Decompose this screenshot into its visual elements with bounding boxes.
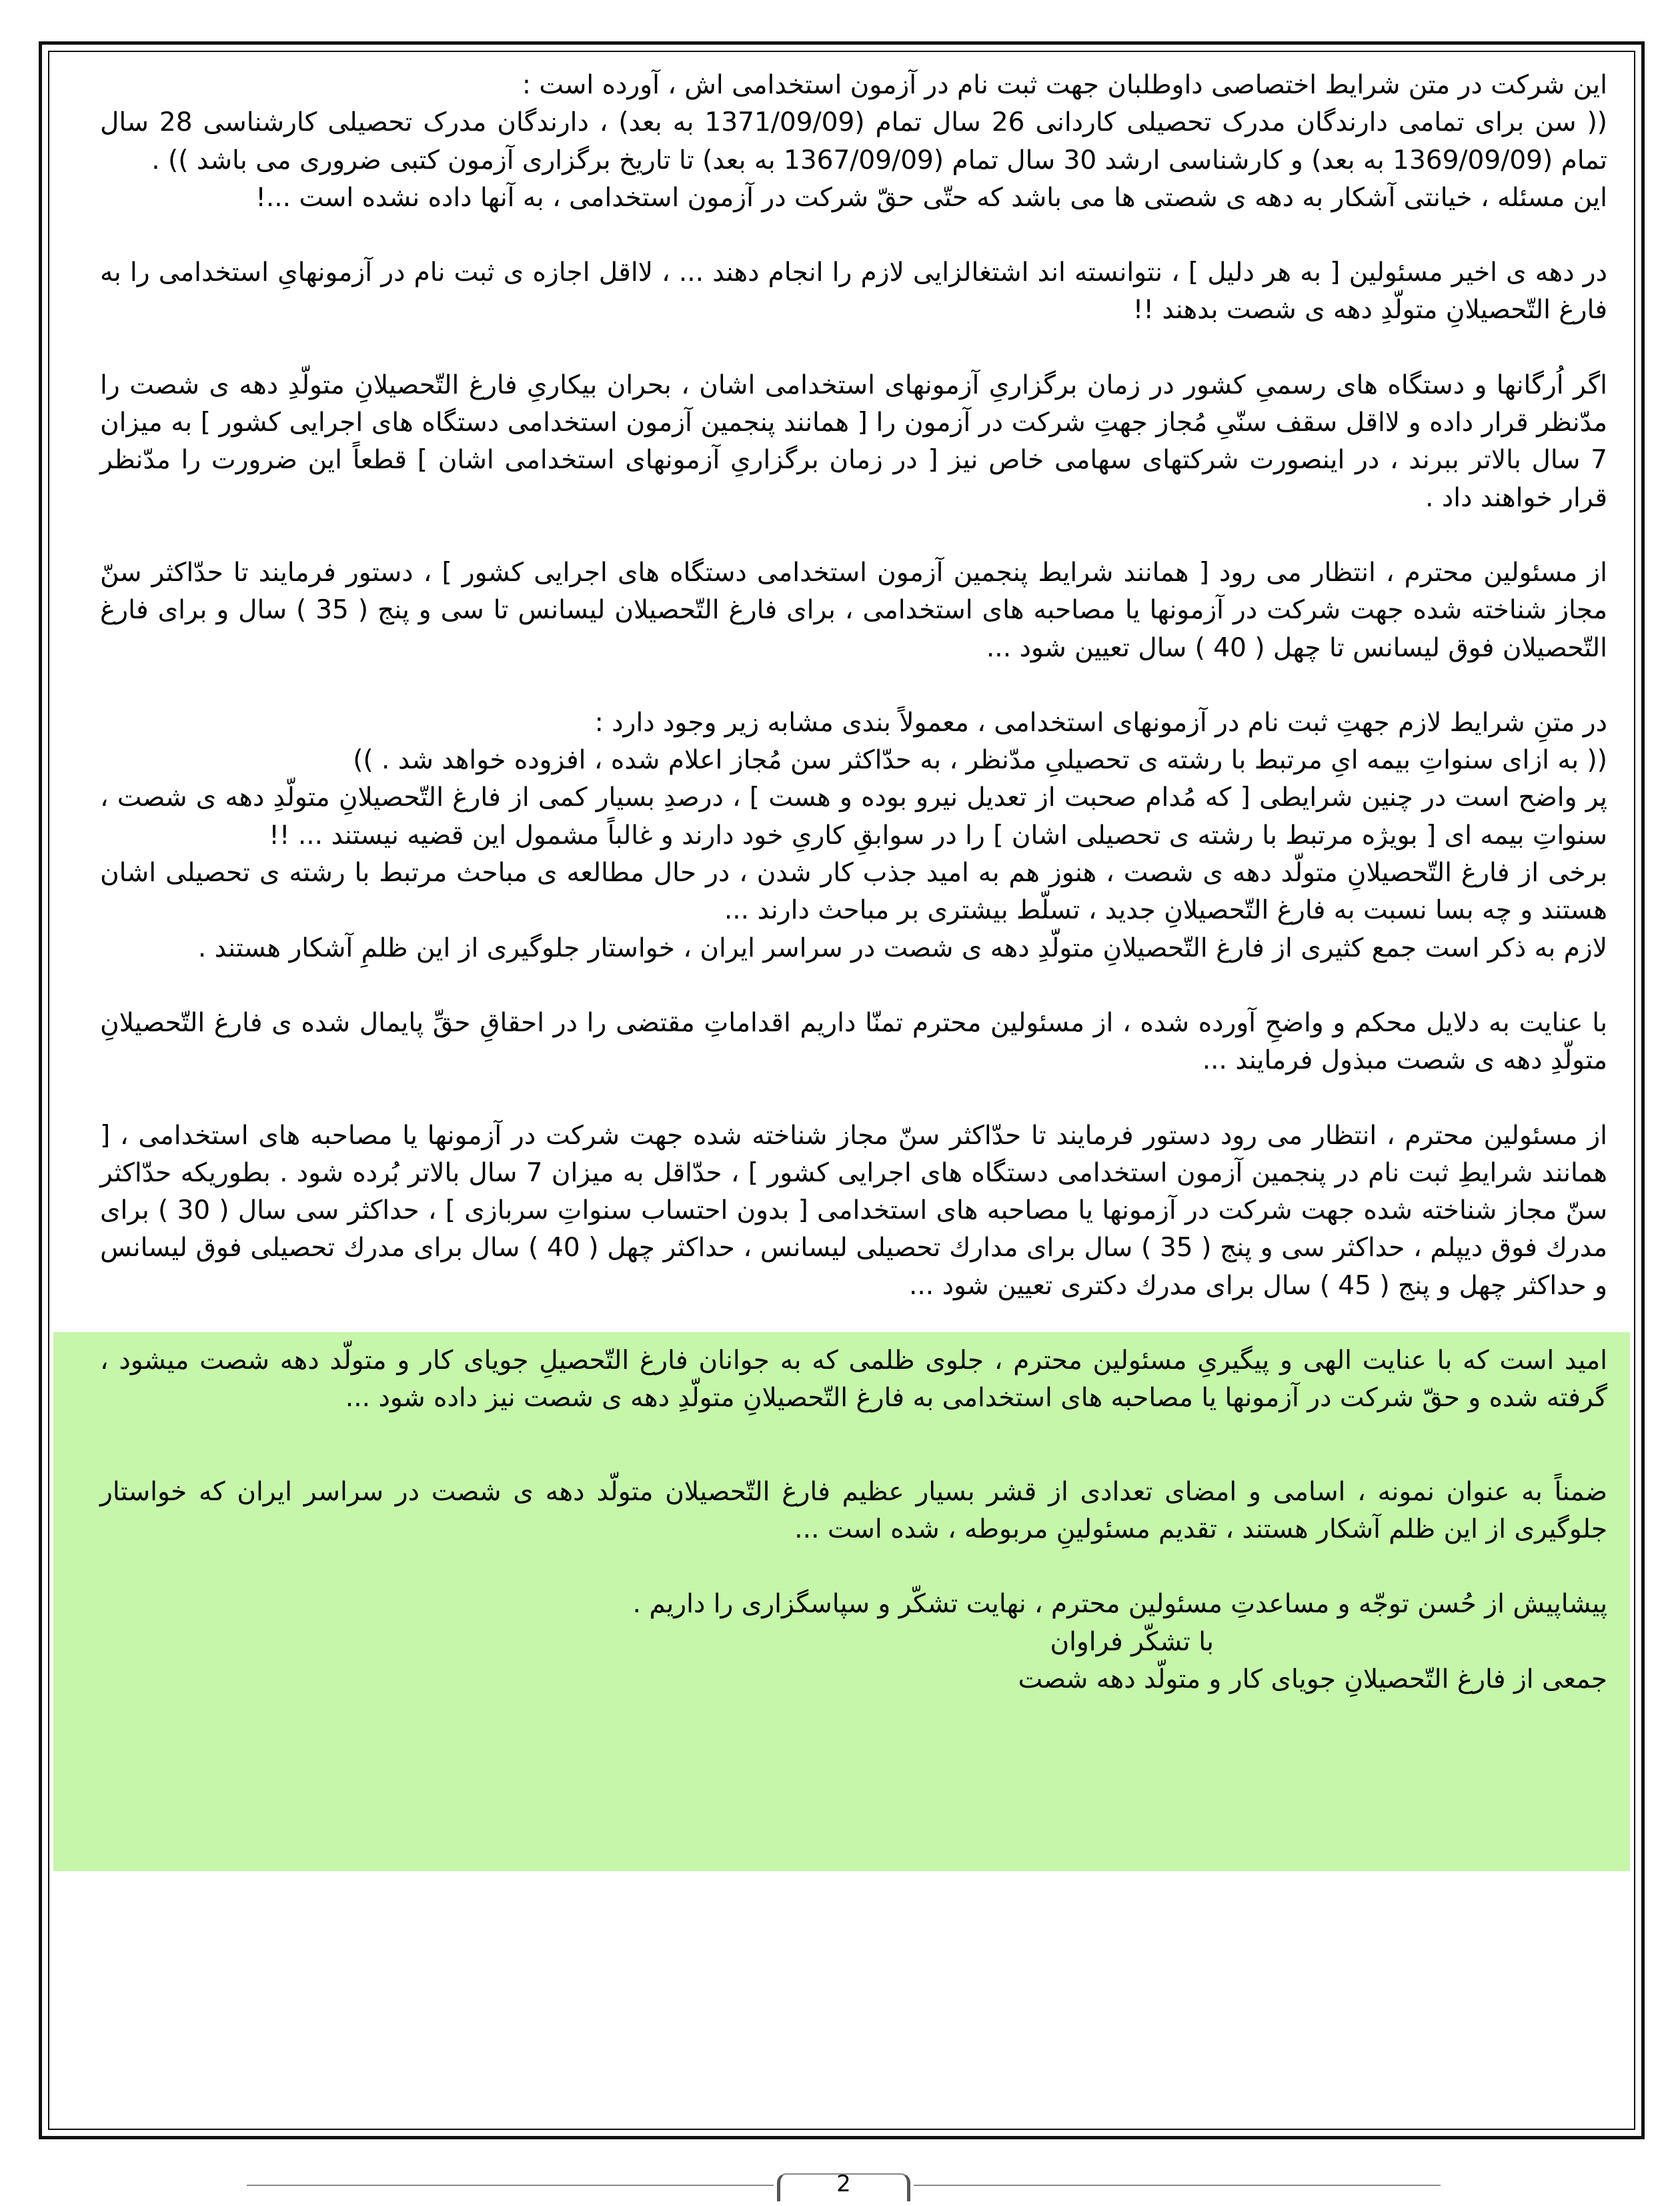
paragraph-intro: این شرکت در متن شرایط اختصاصی داوطلبان جهت ثبت نام در آزمون استخدامی اش ، آورده است : [522,70,1607,100]
footer-rule-left [247,2185,774,2186]
paragraph-organizations: اگر اُرگانها و دستگاه های رسمیِ کشور در زمان برگزاریِ آزمونهای استخدامی اشان ، بحران بیکاریِ فارغ التّحصیلانِ متولّدِ دهه ی شصت را مدّنظر قرار داده و لااقل سقف سنّیِ مُجاز جهتِ شرکت در آزمون را [ همانند پنجمین آزمون استخدامی دستگاه های اجرایی کشور ] به میزان 7 سال بالاتر ببرند ، در اینصورت شرکتهای سهامی خاص نیز [ در زمان برگزاریِ آزمونهای استخدامی اشان ] قطعاً این ضرورت را مدّنظر قرار خواهند داد . [100,370,1607,513]
signature-thanks: با تشکّر فراوان [1050,1626,1214,1657]
paragraph-highlight-3: امید است که با عنایت الهی و پیگیریِ مسئولین محترم ، جلوی ظلمی که به جوانان فارغ التّحصیلِ جویای کار و متولّد دهه شصت میشود ، گرفته شده و حقّ شرکت در آزمونها یا مصاحبه های استخدامی به فارغ التّحصیلانِ متولّدِ دهه ی شصت نیز داده شود ... [100,1345,1607,1414]
letter-body [100,67,1607,1698]
paragraph-thanks: پیشاپیش از حُسن توجّه و مساعدتِ مسئولین محترم ، نهایت تشکّر و سپاسگزاری را داریم . [632,1589,1607,1620]
paragraph-note: لازم به ذکر است جمع کثیری از فارغ التّحصیلانِ متولّدِ دهه ی شصت در سراسر ایران ، خواستار جلوگیری از این ظلمِ آشکار هستند . [197,933,1607,963]
page-number: 2 [836,2171,851,2197]
paragraph-conditions: در متنِ شرایط لازم جهتِ ثبت نام در آزمونهای استخدامی ، معمولاً بندی مشابه زیر وجود دارد : [594,707,1607,738]
paragraph-expectation: از مسئولین محترم ، انتظار می رود [ همانند شرایط پنجمین آزمون استخدامی دستگاه های اجرایی کشور ] ، دستور فرمایند تا حدّاکثر سنّ مجاز شناخته شده جهت شرکت در آزمونها یا مصاحبه های استخدامی ، برای فارغ التّحصیلان لیسانس تا سی و پنج ( 35 ) سال و برای فارغ التّحصیلان فوق لیسانس تا چهل ( 40 ) سال تعیین شود ... [100,557,1607,663]
signature-group: جمعی از فارغ التّحصیلانِ جویای کار و متولّد دهه شصت [1018,1664,1607,1694]
paragraph-betrayal: این مسئله ، خیانتی آشکار به دهه ی شصتی ها می باشد که حتّی حقّ شرکت در آزمون استخدامی ، به آنها داده نشده است ...! [255,182,1607,213]
paragraph-some-graduates: برخی از فارغ التّحصیلانِ متولّد دهه ی شصت ، هنوز هم به امید جذب کار شدن ، در حال مطالعه ی مباحث مرتبط با رشته ی تحصیلی اشان هستند و چه بسا نسبت به فارغ التّحصیلانِ جدید ، تسلّط بیشتری بر مباحث دارند ... [100,858,1607,926]
paragraph-signatures-note: ضمناً به عنوان نمونه ، اسامی و امضای تعدادی از قشر بسیار عظیم فارغ التّحصیلان متولّد دهه ی شصت در سراسر ایران که خواستار جلوگیری از این ظلم آشکار هستند ، تقدیم مسئولینِ مربوطه ، شده است ... [100,1476,1607,1544]
paragraph-registration-request: در دهه ی اخیر مسئولین [ به هر دلیل ] ، نتوانسته اند اشتغالزایی لازم را انجام دهند ... ، لااقل اجازه ی ثبت نام در آزمونهایِ استخدامی را به فارغ التّحصیلانِ متولّدِ دهه ی شصت بدهند !! [100,257,1607,326]
paragraph-obvious: پر واضح است در چنین شرایطی [ که مُدام صحبت از تعدیل نیرو بوده و هست ] ، درصدِ بسیار کمی از فارغ التّحصیلانِ متولّدِ دهه ی شصت ، سنواتِ بیمه ای [ بویژه مرتبط با رشته ی تحصیلی اشان ] را در سوابقِ کاریِ خود دارند و غالباً مشمول این قضیه نیستند ... !! [100,782,1607,851]
footer-rule-right [914,2185,1441,2186]
paragraph-quote-age: (( سن برای تمامی دارندگان مدرک تحصیلی کاردانی 26 سال تمام (1371/09/09 به بعد) ، دارندگان مدرک تحصیلی کارشناسی 28 سال تمام (1369/09/09 به بعد) و کارشناسی ارشد 30 سال تمام (1367/09/09 به بعد) تا تاریخ برگزاری آزمون کتبی ضروری می باشد )) . [100,107,1608,175]
paragraph-highlight-2: از مسئولین محترم ، انتظار می رود دستور فرمایند تا حدّاکثر سنّ مجاز شناخته شده جهت شرکت در آزمونها یا مصاحبه های استخدامی ، [ همانند شرایطِ ثبت نام در پنجمین آزمون استخدامی دستگاه های اجرایی کشور ] ، حدّاقل به میزان 7 سال بالاتر بُرده شود . بطوریکه حدّاکثر سنّ مجاز شناخته شده جهت شرکت در آزمونها یا مصاحبه های استخدامی [ بدون احتساب سنواتِ سربازی ] ، حداکثر سی سال ( 30 ) برای مدرك فوق دیپلم ، حداکثر سی و پنج ( 35 ) سال برای مدارك تحصیلی لیسانس ، حداکثر چهل ( 40 ) سال برای مدرك تحصیلی فوق لیسانس و حداکثر چهل و پنج ( 45 ) سال برای مدرك دكترى تعیین شود ... [100,1120,1607,1301]
paragraph-insurance-quote: (( به ازای سنواتِ بیمه ایِ مرتبط با رشته ی تحصیلیِ مدّنظر ، به حدّاکثر سن مُجاز اعلام شده ، افزوده خواهد شد . )) [353,745,1607,776]
paragraph-highlight-1: با عنایت به دلایل محکم و واضحِ آورده شده ، از مسئولین محترم تمنّا داریم اقداماتِ مقتضی را در احقاقِ حقِّ پایمال شده ی فارغ التّحصیلانِ متولّدِ دهه ی شصت مبذول فرمایند ... [100,1007,1607,1076]
